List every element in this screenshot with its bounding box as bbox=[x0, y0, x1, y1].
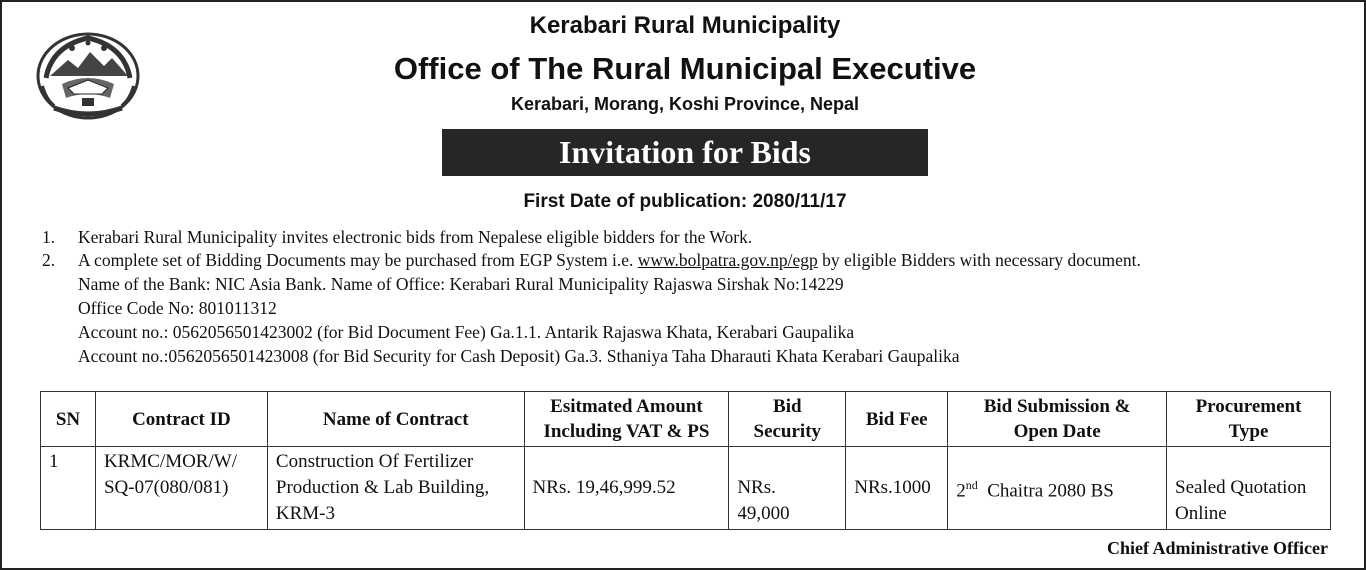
col-estimated-amount bbox=[524, 392, 729, 447]
cell-estimated-amount: NRs. 19,46,999.52 bbox=[524, 447, 729, 530]
account-doc-fee: Account no.: 0562056501423002 (for Bid Document Fee) Ga.1.1. Antarik Rajaswa Khata, Kerabari Gaupalika bbox=[78, 322, 855, 342]
cell-procurement-type bbox=[1167, 447, 1331, 530]
col-submission-line2: Open Date bbox=[1013, 421, 1101, 442]
bids-table bbox=[40, 391, 1331, 530]
col-submission-date bbox=[948, 392, 1167, 447]
col-bid-security bbox=[729, 392, 846, 447]
office-name: Office of The Rural Municipal Executive bbox=[393, 51, 977, 86]
publication-date: First Date of publication: 2080/11/17 bbox=[523, 191, 847, 212]
col-amount-line1: Esitmated Amount bbox=[550, 396, 703, 417]
cell-sn: 1 bbox=[41, 447, 96, 530]
clause-1-text: Kerabari Rural Municipality invites electronic bids from Nepalese eligible bidders for the Work. bbox=[78, 227, 753, 247]
bank-details: Name of the Bank: NIC Asia Bank. Name of Office: Kerabari Rural Municipality Rajaswa Sirshak No:14229 bbox=[78, 274, 844, 294]
procurement-line2: Online bbox=[1175, 503, 1227, 524]
clause-2-text-a: A complete set of Bidding Documents may be purchased from EGP System i.e. bbox=[78, 250, 638, 270]
date-day: 2 bbox=[956, 480, 966, 502]
clause-2-text-b: by eligible Bidders with necessary document. bbox=[817, 250, 1141, 270]
contract-name-line1: Construction Of Fertilizer bbox=[275, 451, 474, 472]
security-line1: NRs. bbox=[737, 477, 776, 498]
contract-name-line2: Production & Lab Building, bbox=[275, 477, 490, 498]
clause-2-text bbox=[78, 250, 1141, 271]
col-submission-line1: Bid Submission & bbox=[983, 396, 1131, 417]
cell-bid-security bbox=[729, 447, 846, 530]
office-address: Kerabari, Morang, Koshi Province, Nepal bbox=[510, 94, 860, 114]
col-contract-name: Name of Contract bbox=[267, 392, 524, 447]
col-sn: SN bbox=[41, 392, 96, 447]
col-procurement-line2: Type bbox=[1228, 421, 1269, 442]
date-rest: Chaitra 2080 BS bbox=[977, 480, 1114, 502]
date-ordinal: nd bbox=[965, 477, 978, 492]
municipality-name: Kerabari Rural Municipality bbox=[529, 12, 841, 39]
col-contract-id: Contract ID bbox=[95, 392, 267, 447]
office-code: Office Code No: 801011312 bbox=[78, 298, 277, 318]
signatory: Chief Administrative Officer bbox=[1107, 538, 1328, 558]
cell-submission-date bbox=[948, 447, 1167, 530]
col-security-line1: Bid bbox=[773, 396, 802, 417]
col-security-line2: Security bbox=[753, 421, 822, 442]
procurement-line1: Sealed Quotation bbox=[1175, 477, 1307, 498]
clause-2-number: 2. bbox=[42, 250, 56, 270]
col-bid-fee: Bid Fee bbox=[846, 392, 948, 447]
clause-1-number: 1. bbox=[42, 227, 56, 247]
notice-title-banner: Invitation for Bids bbox=[442, 129, 928, 176]
contract-name-line3: KRM-3 bbox=[275, 503, 336, 524]
table-row bbox=[41, 447, 1331, 530]
security-line2: 49,000 bbox=[737, 503, 790, 524]
col-procurement-line1: Procurement bbox=[1195, 396, 1302, 417]
cell-bid-fee: NRs.1000 bbox=[846, 447, 948, 530]
col-amount-line2: Including VAT & PS bbox=[543, 421, 710, 442]
cell-contract-id bbox=[95, 447, 267, 530]
contract-id-line2: SQ-07(080/081) bbox=[103, 477, 229, 498]
col-procurement-type bbox=[1167, 392, 1331, 447]
account-bid-security: Account no.:0562056501423008 (for Bid Security for Cash Deposit) Ga.3. Sthaniya Taha Dharauti Khata Kerabari Gaupalika bbox=[78, 346, 960, 366]
contract-id-line1: KRMC/MOR/W/ bbox=[103, 451, 237, 472]
egp-link[interactable]: www.bolpatra.gov.np/egp bbox=[637, 250, 818, 270]
cell-contract-name bbox=[267, 447, 524, 530]
table-header-row bbox=[41, 392, 1331, 447]
